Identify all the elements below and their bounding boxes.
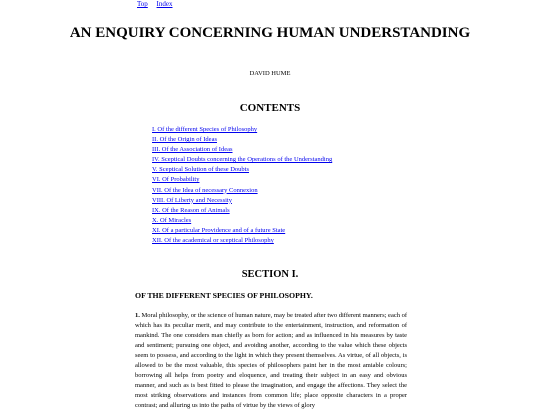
toc-link-section-6[interactable]: VI. Of Probability bbox=[152, 176, 200, 184]
toc-item bbox=[152, 186, 332, 196]
paragraph-number: 1. bbox=[135, 312, 140, 319]
toc-item bbox=[152, 175, 332, 185]
toc-link-section-10[interactable]: X. Of Miracles bbox=[152, 216, 192, 224]
toc-link-section-4[interactable]: IV. Sceptical Doubts concerning the Operations of the Understanding bbox=[152, 156, 333, 164]
toc-link-section-5[interactable]: V. Sceptical Solution of these Doubts bbox=[152, 166, 250, 174]
toc-item bbox=[152, 236, 332, 246]
paragraph-text: Moral philosophy, or the science of human nature, may be treated after two different manners; each of which has its peculiar merit, and may contribute to the entertainment, instruction, and reformation of mankind. The one considers man chiefly as born for action; and as influenced in his measures by taste and sentiment; pursuing one object, and avoiding another, according to the value which these objects seem to possess, and according to the light in which they present themselves. As virtue, of all objects, is allowed to be the most valuable, this species of philosophers paint her in the most amiable colours; borrowing all helps from poetry and eloquence, and treating their subject in an easy and obvious manner, and such as is best fitted to please the imagination, and engage the affections. They select the most striking observations and instances from common life; place opposite characters in a proper contrast; and alluring us into the paths of virtue by the views of glory bbox=[135, 312, 407, 409]
top-navigation bbox=[137, 0, 180, 9]
book-title: AN ENQUIRY CONCERNING HUMAN UNDERSTANDING bbox=[69, 25, 471, 41]
toc-item bbox=[152, 196, 332, 206]
toc-link-section-9[interactable]: IX. Of the Reason of Animals bbox=[152, 206, 230, 214]
table-of-contents bbox=[152, 125, 332, 246]
toc-link-section-7[interactable]: VII. Of the Idea of necessary Connexion bbox=[152, 186, 258, 194]
toc-item bbox=[152, 155, 332, 165]
toc-link-section-1[interactable]: I. Of the different Species of Philosophy bbox=[152, 126, 258, 133]
toc-item bbox=[152, 135, 332, 145]
toc-item bbox=[152, 125, 332, 135]
section-subheading: OF THE DIFFERENT SPECIES OF PHILOSOPHY. bbox=[135, 291, 313, 300]
toc-item bbox=[152, 226, 332, 236]
toc-item bbox=[152, 206, 332, 216]
index-link[interactable]: Index bbox=[156, 0, 173, 8]
toc-item bbox=[152, 216, 332, 226]
contents-heading: CONTENTS bbox=[239, 102, 301, 114]
toc-link-section-2[interactable]: II. Of the Origin of Ideas bbox=[152, 136, 217, 144]
toc-link-section-3[interactable]: III. Of the Association of Ideas bbox=[152, 146, 233, 154]
top-link[interactable]: Top bbox=[137, 0, 148, 8]
author-name: DAVID HUME bbox=[249, 70, 291, 77]
toc-item bbox=[152, 145, 332, 155]
toc-link-section-8[interactable]: VIII. Of Liberty and Necessity bbox=[152, 196, 232, 204]
toc-item bbox=[152, 165, 332, 175]
toc-link-section-11[interactable]: XI. Of a particular Providence and of a future State bbox=[152, 226, 286, 234]
section-heading: SECTION I. bbox=[241, 269, 299, 280]
body-paragraph bbox=[135, 311, 407, 411]
toc-link-section-12[interactable]: XII. Of the academical or sceptical Philosophy bbox=[152, 237, 274, 245]
